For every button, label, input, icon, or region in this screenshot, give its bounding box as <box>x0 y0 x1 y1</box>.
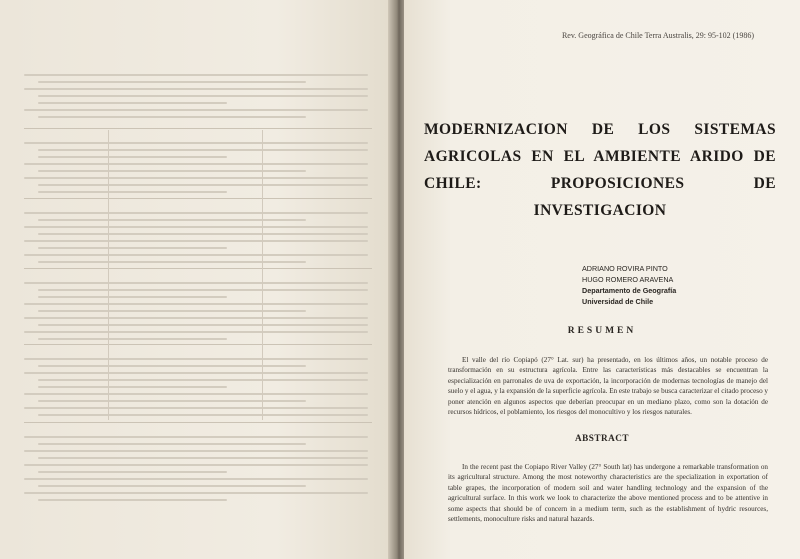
left-page-faded-text <box>24 358 368 421</box>
left-page-faded-text <box>24 436 368 506</box>
resumen-heading: RESUMEN <box>567 326 637 336</box>
resumen-text: El valle del río Copiapó (27° Lat. sur) ha presentado, en los últimos años, un notable proceso de transformación en su estructura agrícola. Entre las características más destacables se encuentran la especialización en parronales de uva de exportación, la incorporación de modernas tecnologías de manejo del suelo y el agua, y la expansión de la superficie agrícola. En este trabajo se busca caracterizar el citado proceso y poner atención en algunos aspectos que deberían preocupar en un mediano plazo, como son la dotación de recursos hídricos, el poblamiento, los riesgos del monocultivo y los riesgos naturales. <box>448 356 768 417</box>
left-page-rule <box>24 198 372 199</box>
left-page-vertical-rule <box>262 130 263 420</box>
author-block <box>582 263 676 307</box>
left-page-rule <box>24 422 372 423</box>
left-page-faded-text <box>24 282 368 345</box>
left-page <box>0 0 394 559</box>
article-title: MODERNIZACION DE LOS SISTEMAS AGRICOLAS EN EL AMBIENTE ARIDO DE CHILE: PROPOSICIONES DE INVESTIGACION <box>424 121 776 219</box>
left-page-rule <box>24 344 372 345</box>
abstract-heading: ABSTRACT <box>574 433 630 443</box>
left-page-faded-text <box>24 212 368 268</box>
author-university: Universidad de Chile <box>582 297 654 306</box>
abstract-text: In the recent past the Copiapo River Valley (27° South lat) has undergone a remarkable transformation on its agricultural structure. Among the most noteworthy characteristics are the specialization in exportation of table grapes, the incorporation of modern soil and water handling technology and the expansion of the agricultural surface. In this work we look to characterize the above mentioned process and to be attentive in some aspects that should be of concern in a medium term, such as the establishment of hydric resources, settlements, monoculture risks and natural hazards. <box>448 463 768 524</box>
left-page-faded-text <box>24 142 368 198</box>
running-head: Rev. Geográfica de Chile Terra Australis, 29: 95-102 (1986) <box>561 31 754 40</box>
left-page-rule <box>24 268 372 269</box>
left-page-faded-text <box>24 74 368 123</box>
right-page <box>404 0 800 559</box>
left-page-vertical-rule <box>108 130 109 420</box>
author-name: ADRIANO ROVIRA PINTO <box>582 264 668 273</box>
left-page-rule <box>24 128 372 129</box>
author-name: HUGO ROMERO ARAVENA <box>582 275 674 284</box>
author-department: Departamento de Geografía <box>582 286 677 295</box>
